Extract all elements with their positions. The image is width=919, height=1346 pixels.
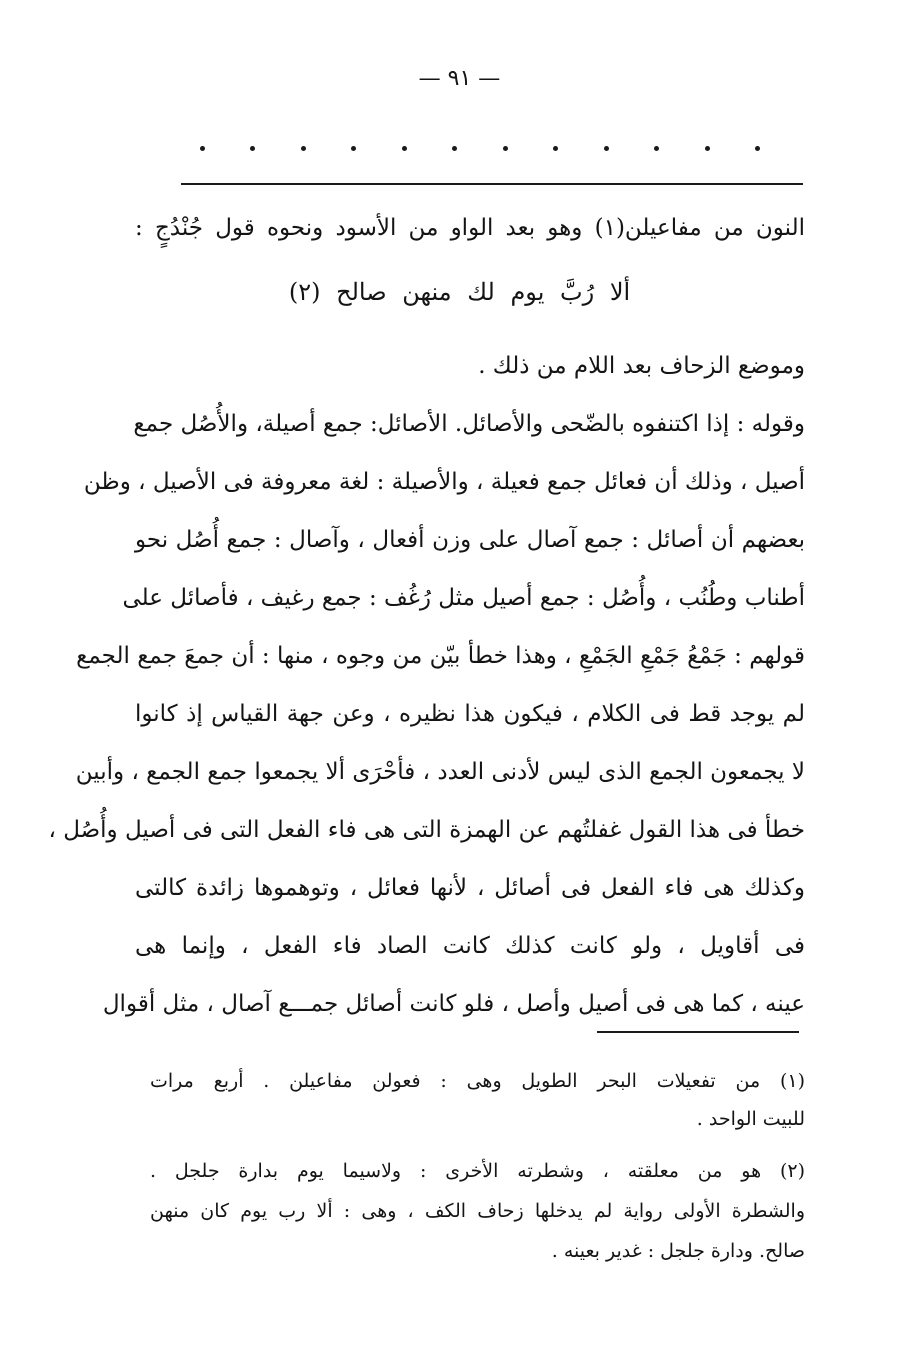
body-line: أطناب وطُنُب ، وأُصُل : جمع أصيل مثل رُغُف : جمع رغيف ، فأصائل على (122, 585, 805, 611)
body-line: خطأ فى هذا القول غفلتُهم عن الهمزة التى هى فاء الفعل التى فى أصيل وأُصُل ، (48, 817, 805, 843)
footnote-line: صالح. ودارة جلجل : غدير بعينه . (551, 1240, 805, 1262)
body-line: عينه ، كما هى فى أصيل وأصل ، فلو كانت أصائل جمـــع آصال ، مثل أقوال (102, 991, 805, 1017)
body-line: وكذلك هى فاء الفعل فى أصائل ، لأنها فعائل ، وتوهموها زائدة كالتى (135, 875, 805, 901)
footnote-line: والشطرة الأولى رواية لم يدخلها زحاف الكف ، وهى : ألا رب يوم كان منهن (150, 1200, 805, 1222)
footnote-line: (٢) هو من معلقته ، وشطرته الأخرى : ولاسيما يوم بدارة جلجل . (150, 1160, 805, 1182)
body-line: بعضهم أن أصائل : جمع آصال على وزن أفعال ، وآصال : جمع أُصُل نحو (135, 527, 805, 553)
body-line: لم يوجد قط فى الكلام ، فيكون هذا نظيره ، وعن جهة القياس إذ كانوا (135, 701, 805, 727)
footnote-line: (١) من تفعيلات البحر الطويل وهى : فعولن مفاعيلن . أربع مرات (150, 1070, 805, 1092)
page-number: — ٩١ — (418, 66, 501, 91)
body-line: وقوله : إذا اكتنفوه بالضّحى والأصائل. الأصائل: جمع أصيلة، والأُصُل جمع (133, 411, 805, 437)
body-line: قولهم : جَمْعُ جَمْعِ الجَمْعِ ، وهذا خطأ بيّن من وجوه ، منها : أن جمعَ جمع الجمع (76, 643, 805, 669)
footnote-rule (597, 1031, 799, 1033)
body-line: النون من مفاعيلن(١) وهو بعد الواو من الأسود ونحوه قول جُنْدُجٍ : (135, 215, 805, 241)
body-line: أصيل ، وذلك أن فعائل جمع فعيلة ، والأصيلة : لغة معروفة فى الأصيل ، وظن (83, 469, 805, 495)
verse-line: ألا رُبَّ يوم لك منهن صالح (٢) (288, 278, 631, 306)
footnote-line: للبيت الواحد . (696, 1108, 805, 1130)
body-line: وموضع الزحاف بعد اللام من ذلك . (478, 353, 805, 379)
body-line: لا يجمعون الجمع الذى ليس لأدنى العدد ، فأحْرَى ألا يجمعوا جمع الجمع ، وأبين (75, 759, 805, 785)
body-line: فى أقاويل ، ولو كانت كذلك كانت الصاد فاء الفعل ، وإنما هى (135, 933, 805, 959)
